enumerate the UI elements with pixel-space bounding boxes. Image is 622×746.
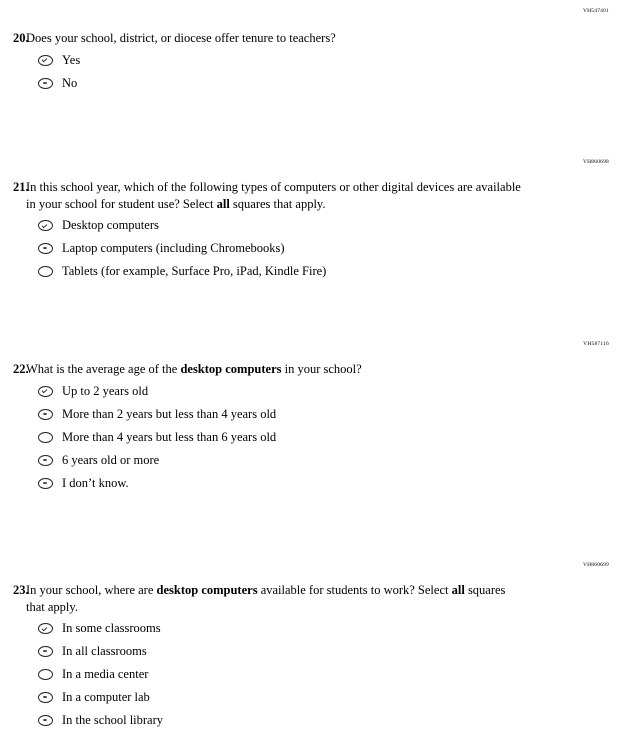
option-item[interactable] — [0, 406, 622, 429]
question-block-21 — [0, 159, 622, 286]
question-text-20: Does your school, district, or diocese offer tenure to teachers? — [26, 31, 336, 45]
option-item[interactable] — [0, 52, 622, 75]
question-row-22 — [0, 361, 622, 378]
question-number-23: 23. — [13, 583, 29, 597]
question-id-23: VH860699 — [582, 562, 609, 568]
checkbox-icon[interactable] — [0, 666, 38, 683]
option-item[interactable] — [0, 383, 622, 406]
option-label: Laptop computers (including Chromebooks) — [62, 241, 285, 255]
option-item[interactable] — [0, 240, 622, 263]
question-number-21: 21. — [13, 180, 29, 194]
checkbox-icon[interactable] — [0, 240, 38, 257]
option-label: Tablets (for example, Surface Pro, iPad, Kindle Fire) — [62, 264, 327, 278]
option-list-23 — [0, 620, 622, 735]
option-label: 6 years old or more — [62, 452, 160, 467]
question-number-22: 22. — [13, 362, 29, 376]
question-row-21 — [0, 179, 622, 212]
option-item[interactable] — [0, 643, 622, 666]
option-item[interactable] — [0, 620, 622, 643]
radio-icon[interactable] — [0, 75, 38, 92]
question-text-22: What is the average age of the desktop computers in your school? — [26, 362, 362, 376]
question-id-22: VH587116 — [583, 341, 609, 347]
option-item[interactable] — [0, 666, 622, 689]
option-item[interactable] — [0, 75, 622, 98]
radio-icon[interactable] — [0, 475, 38, 492]
option-label: Desktop computers — [62, 218, 159, 232]
option-item[interactable] — [0, 429, 622, 452]
checkbox-icon[interactable] — [0, 217, 38, 234]
option-label: More than 2 years but less than 4 years old — [62, 406, 277, 421]
option-label: No — [62, 75, 78, 90]
question-row-23 — [0, 582, 622, 615]
question-block-20 — [0, 8, 622, 98]
question-row-20 — [0, 30, 622, 47]
question-text-23: In your school, where are desktop computers available for students to work? Select all squares that apply. — [26, 583, 506, 614]
option-list-20 — [0, 52, 622, 98]
option-label: Yes — [62, 52, 81, 67]
option-list-21 — [0, 217, 622, 286]
radio-icon[interactable] — [0, 429, 38, 446]
checkbox-icon[interactable] — [0, 263, 38, 280]
question-id-20: VH547401 — [582, 8, 609, 14]
question-number-20: 20. — [13, 31, 29, 45]
question-block-22 — [0, 341, 622, 498]
checkbox-icon[interactable] — [0, 620, 38, 637]
checkbox-icon[interactable] — [0, 712, 38, 729]
option-label: Up to 2 years old — [62, 383, 149, 398]
option-item[interactable] — [0, 452, 622, 475]
option-label: In all classrooms — [62, 644, 147, 658]
radio-icon[interactable] — [0, 406, 38, 423]
option-label: More than 4 years but less than 6 years old — [62, 429, 277, 444]
option-label: In the school library — [62, 713, 164, 727]
question-id-21: VH860698 — [582, 159, 609, 165]
option-list-22 — [0, 383, 622, 498]
option-label: In some classrooms — [62, 621, 161, 635]
radio-icon[interactable] — [0, 452, 38, 469]
option-label: In a media center — [62, 667, 149, 681]
question-block-23 — [0, 562, 622, 735]
checkbox-icon[interactable] — [0, 643, 38, 660]
option-item[interactable] — [0, 217, 622, 240]
option-item[interactable] — [0, 475, 622, 498]
option-label: In a computer lab — [62, 690, 150, 704]
radio-icon[interactable] — [0, 52, 38, 69]
radio-icon[interactable] — [0, 383, 38, 400]
option-label: I don’t know. — [62, 475, 129, 490]
option-item[interactable] — [0, 263, 622, 286]
option-item[interactable] — [0, 712, 622, 735]
option-item[interactable] — [0, 689, 622, 712]
checkbox-icon[interactable] — [0, 689, 38, 706]
question-text-21: In this school year, which of the following types of computers or other digital devices are available in your school for student use? Select all squares that apply. — [26, 180, 521, 211]
